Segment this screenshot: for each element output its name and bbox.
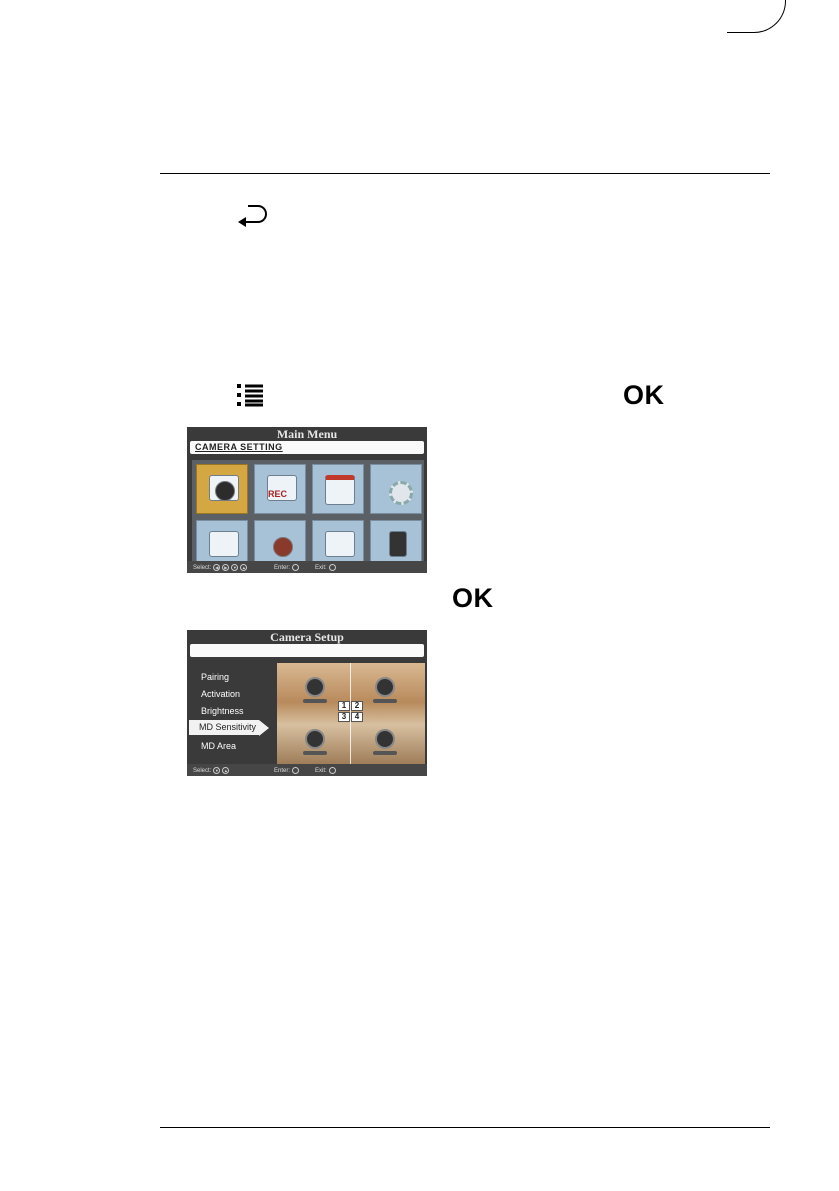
ok-button-label-1: OK bbox=[623, 380, 665, 410]
camera-setup-footer bbox=[187, 764, 427, 776]
exit-button-icon bbox=[329, 564, 336, 571]
down-button-icon: ▼ bbox=[232, 565, 237, 570]
system-setup-tile[interactable] bbox=[370, 464, 422, 514]
camera-setup-screen bbox=[187, 630, 427, 776]
main-menu-title: Main Menu bbox=[187, 427, 427, 441]
camera-3-icon bbox=[305, 729, 325, 749]
main-menu-footer bbox=[187, 561, 427, 573]
ok-button-label-2: OK bbox=[452, 583, 494, 613]
main-menu-screen bbox=[187, 427, 427, 573]
up-button-icon: ▲ bbox=[223, 768, 228, 773]
camera-setup-crumb-bar bbox=[190, 644, 424, 657]
menu-item-md-sensitivity[interactable]: MD Sensitivity bbox=[189, 720, 259, 735]
camera-setup-title: Camera Setup bbox=[187, 630, 427, 644]
camera-lens-icon bbox=[215, 481, 235, 501]
calendar-icon bbox=[325, 475, 355, 505]
footer-select-label: Select: bbox=[193, 767, 212, 774]
camera-4-icon bbox=[375, 729, 395, 749]
menu-item-md-area[interactable]: MD Area bbox=[201, 741, 237, 751]
menu-item-pairing[interactable]: Pairing bbox=[201, 672, 230, 682]
menu-item-activation[interactable]: Activation bbox=[201, 689, 241, 699]
selection-arrow-icon bbox=[259, 720, 269, 736]
footer-enter-label: Enter: bbox=[274, 564, 291, 571]
zone-2[interactable]: 2 bbox=[351, 701, 363, 711]
gear-icon bbox=[389, 481, 413, 505]
return-arrow-icon bbox=[236, 203, 270, 227]
right-button-icon: ▶ bbox=[224, 565, 228, 570]
footer-enter-label: Enter: bbox=[274, 767, 291, 774]
picture-edit-icon bbox=[325, 531, 355, 557]
page-corner-mark bbox=[727, 0, 786, 33]
ok-button-icon bbox=[292, 564, 299, 571]
zone-4[interactable]: 4 bbox=[351, 712, 363, 722]
recording-tile[interactable] bbox=[254, 464, 306, 514]
zone-1[interactable]: 1 bbox=[338, 701, 350, 711]
footer-select-label: Select: bbox=[193, 564, 212, 571]
clock-icon bbox=[273, 537, 293, 557]
camera-settings-tile[interactable] bbox=[196, 464, 248, 514]
zone-3[interactable]: 3 bbox=[338, 712, 350, 722]
left-button-icon: ◀ bbox=[215, 565, 219, 570]
menu-list-icon bbox=[236, 383, 266, 407]
footer-exit-label: Exit: bbox=[315, 767, 327, 774]
main-menu-tile-grid bbox=[192, 460, 424, 573]
footer-exit-label: Exit: bbox=[315, 564, 327, 571]
header-rule bbox=[160, 173, 770, 174]
camera-2-icon bbox=[375, 677, 395, 697]
up-button-icon: ▲ bbox=[241, 565, 246, 570]
sd-card-icon bbox=[389, 531, 407, 557]
rec-label: REC bbox=[268, 489, 288, 499]
down-button-icon: ▼ bbox=[214, 768, 219, 773]
camera-1-icon bbox=[305, 677, 325, 697]
main-menu-crumb: CAMERA SETTING bbox=[195, 442, 283, 452]
footer-rule bbox=[160, 1127, 770, 1128]
exit-button-icon bbox=[329, 767, 336, 774]
menu-item-brightness[interactable]: Brightness bbox=[201, 706, 244, 716]
monitor-icon bbox=[209, 531, 239, 557]
ok-button-icon bbox=[292, 767, 299, 774]
camera-preview-quad bbox=[277, 663, 425, 775]
schedule-tile[interactable] bbox=[312, 464, 364, 514]
